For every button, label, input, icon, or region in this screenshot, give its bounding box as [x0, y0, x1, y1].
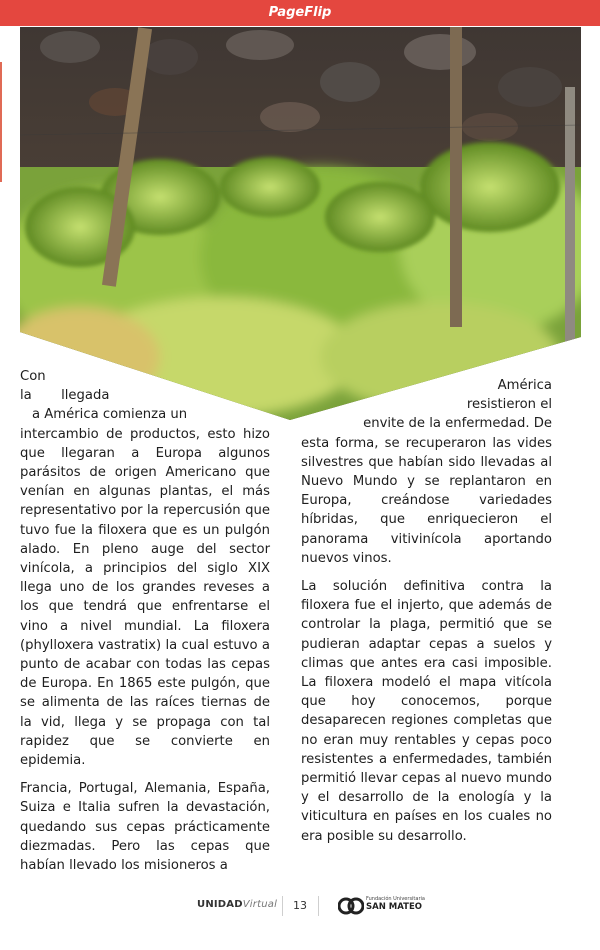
right-paragraph-2: La solución definitiva contra la filoxera fue el injerto, que además de controlar la plaga, permitió que se pudieran adaptar cepas a suelos y climas que antes era casi imposible. La filoxera modeló el mapa vitícola que hoy conocemos, porque desaparecen regiones completas que no eran muy rentables y cepas poco resistentes a enfermedades, también permitió llevar cepas al nuevo mundo y el desarrollo de la enología y la viticultura en países en los cuales no era posible su desarrollo.	[301, 579, 552, 844]
unidad-virtual-logo: UNIDADVirtual	[197, 899, 278, 910]
footer-divider-left	[282, 896, 283, 916]
pageflip-title: PageFlip	[268, 5, 332, 20]
article-right-column	[301, 376, 552, 855]
left-line-3: a América comienza un	[32, 407, 188, 423]
san-mateo-logo-icon	[338, 895, 364, 917]
vineyard-photo	[20, 27, 581, 420]
pageflip-title-bar	[0, 0, 600, 26]
left-line-1: Con	[20, 369, 46, 384]
page-number: 13	[293, 899, 307, 912]
right-paragraph-1	[301, 376, 552, 568]
right-paragraph-1-body: esta forma, se recuperaron las vides silvestres que habían sido llevadas al Nuevo Mundo y se replantaron en Europa, creándose variedades híbridas, que enriquecieron el panorama vitivinícola aportando nuevos vinos.	[301, 435, 552, 566]
footer-divider-right	[318, 896, 319, 916]
right-line-3: envite de la enfermedad. De	[363, 416, 552, 432]
san-mateo-logo-text: Fundación Universitaria SAN MATEO	[366, 896, 425, 912]
article-left-column	[20, 367, 270, 884]
left-edge-marker	[0, 62, 2, 182]
left-line-2: la llegada	[20, 388, 110, 404]
left-paragraph-1-body: intercambio de productos, esto hizo que llegaran a Europa algunos parásitos de origen Americano que venían en algunas plantas, el más representativo por la repercusión que tuvo fue la filoxera que es un pulgón alado. En pleno auge del sector vinícola, a principios del siglo XIX llega uno de los grandes reveses a los que tendrá que enfrentarse el vino a nivel mundial. La filoxera (phylloxera vastratix) la cual estuvo a punto de acabar con todas las cepas de Europa. En 1865 este pulgón, que se alimenta de las raíces tiernas de la vid, llega y se propaga con tal rapidez que se convierte en epidemia.	[20, 426, 270, 769]
right-line-2: resistieron el	[466, 397, 552, 413]
right-line-1: América	[497, 378, 552, 393]
left-paragraph-2: Francia, Portugal, Alemania, España, Suiza e Italia sufren la devastación, quedando sus cepas prácticamente diezmadas. Pero las cepas que habían llevado los misioneros a	[20, 781, 270, 874]
left-paragraph-1	[20, 367, 270, 770]
page-footer	[0, 893, 600, 919]
